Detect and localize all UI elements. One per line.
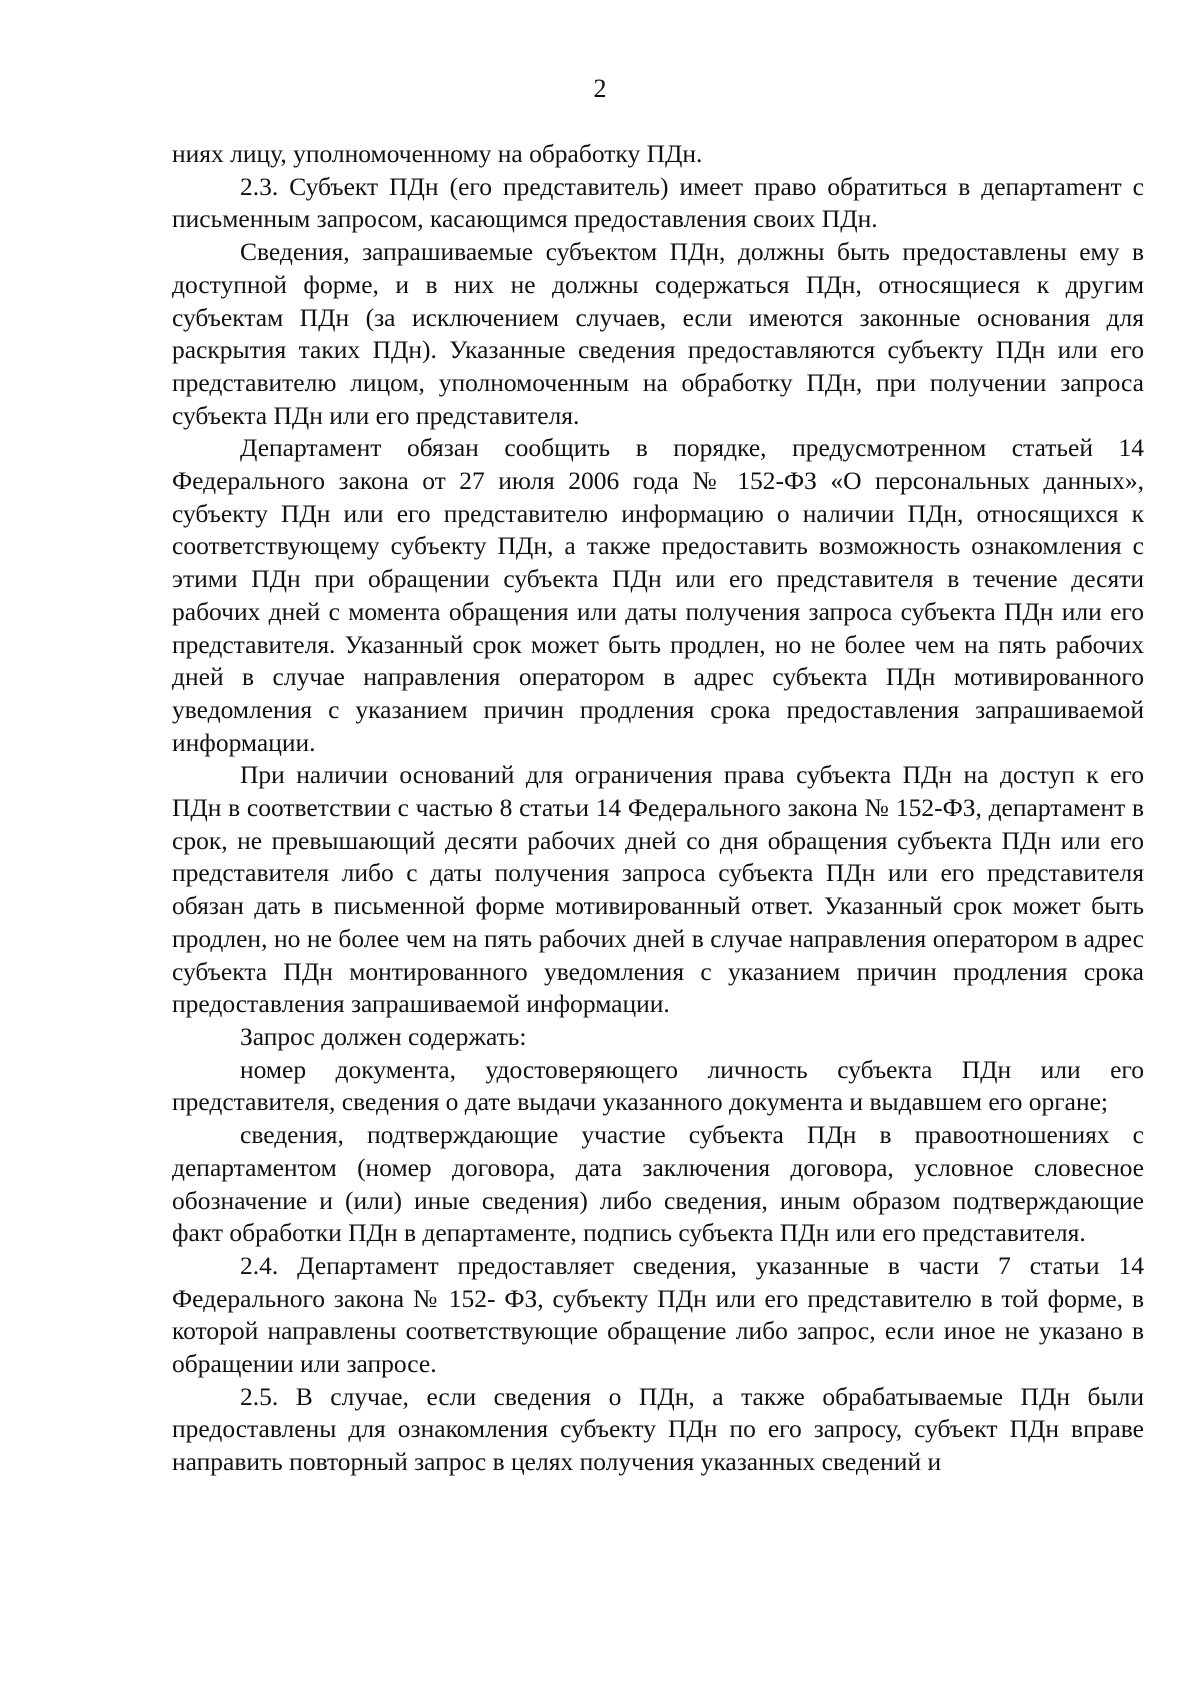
paragraph-2-4: 2.4. Департамент предоставляет сведения, указанные в части 7 статьи 14 Федерального закона № 152- ФЗ, субъекту ПДн или его представителю в той форме, в которой направлены соответствующие обращение либо запрос, если иное не указано в обращении или запросе. [172, 1250, 1144, 1379]
paragraph-2-3: 2.3. Субъект ПДн (его представитель) имеет право обратиться в департаmент с письменным запросом, касающимся предоставления своих ПДн. [172, 171, 1144, 234]
list-item-participation-info: сведения, подтверждающие участие субъекта ПДн в правоотношениях с департаментом (номер договора, дата заключения договора, условное словесное обозначение и (или) иные сведения) либо сведения, иным образом подтверждающие факт обработки ПДн в департаменте, подпись субъекта ПДн или его представителя. [172, 1120, 1144, 1248]
list-item-document-number: номер документа, удостоверяющего личность субъекта ПДн или его представителя, сведения о дате выдачи указанного документа и выдавшем его органе; [172, 1054, 1144, 1117]
paragraph-request-contents: Запрос должен содержать: [240, 1021, 527, 1051]
paragraph-access-restriction: При наличии оснований для ограничения права субъекта ПДн на доступ к его ПДн в соответствии с частью 8 статьи 14 Федерального закона № 152-ФЗ, департамент в срок, не превышающий десяти рабочих дней со дня обращения субъекта ПДн или его представителя либо с даты получения запроса субъекта ПДн или его представителя обязан дать в письменной форме мотивированный ответ. Указанный срок может быть продлен, но не более чем на пять рабочих дней в случае направления оператором в адрес субъекта ПДн монтированного уведомления с указанием причин продления срока предоставления запрашиваемой информации. [172, 760, 1144, 1019]
paragraph-continuation: ниях лицу, уполномоченному на обработку ПДн. [172, 139, 703, 168]
paragraph-2-5: 2.5. В случае, если сведения о ПДн, а также обрабатываемые ПДн были предоставлены для ознакомления субъекту ПДн по его запросу, субъект ПДн вправе направить повторный запрос в целях получения указанных сведений и [172, 1381, 1144, 1477]
paragraph-department-obligation: Департамент обязан сообщить в порядке, предусмотренном статьей 14 Федерального закона от 27 июля 2006 года № 152-ФЗ «О персональных данных», субъекту ПДн или его представителю информацию о наличии ПДн, относящихся к соответствующему субъекту ПДн, а также предоставить возможность ознакомления с этими ПДн при обращении субъекта ПДн или его представителя в течение десяти рабочих дней с момента обращения или даты получения запроса субъекта ПДн или его представителя. Указанный срок может быть продлен, но не более чем на пять рабочих дней в случае направления оператором в адрес субъекта ПДн мотивированного уведомления с указанием причин продления срока предоставления запрашиваемой информации. [172, 433, 1144, 757]
paragraph-requested-info: Сведения, запрашиваемые субъектом ПДн, должны быть предоставлены ему в доступной форме, и в них не должны содержаться ПДн, относящиеся к другим субъектам ПДн (за исключением случаев, если имеются законные основания для раскрытия таких ПДн). Указанные сведения предоставляются субъекту ПДн или его представителю лицом, уполномоченным на обработку ПДн, при получении запроса субъекта ПДн или его представителя. [172, 237, 1144, 430]
page-number: 2 [593, 74, 607, 103]
document-body [172, 138, 1144, 1479]
